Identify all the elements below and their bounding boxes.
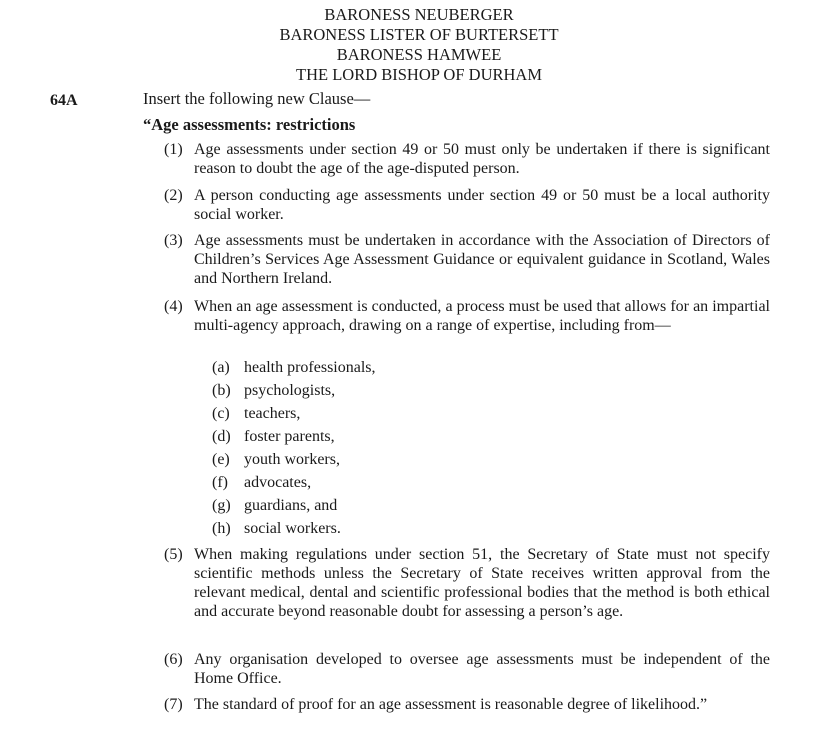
subsection-5 bbox=[164, 545, 770, 621]
paragraph-c bbox=[212, 404, 300, 423]
paragraph-d bbox=[212, 427, 335, 446]
subsection-2 bbox=[164, 186, 770, 224]
subsection-7 bbox=[164, 695, 770, 714]
paragraph-h bbox=[212, 519, 341, 538]
paragraph-number: (c) bbox=[212, 405, 230, 422]
subsection-3 bbox=[164, 231, 770, 288]
subsection-4 bbox=[164, 297, 770, 335]
subsection-number: (1) bbox=[164, 141, 183, 158]
subsection-text: Age assessments must be undertaken in accordance with the Association of Directors of Children’s Services Age Assessment Guidance or equivalent guidance in Scotland, Wales and Northern Ireland. bbox=[194, 232, 770, 287]
subsection-number: (2) bbox=[164, 187, 183, 204]
paragraph-number: (h) bbox=[212, 520, 231, 537]
paragraph-text: social workers. bbox=[244, 520, 341, 537]
paragraph-number: (b) bbox=[212, 382, 231, 399]
subsection-text: When making regulations under section 51, the Secretary of State must not specify scientific methods unless the Secretary of State receives written approval from the relevant medical, dental and scientific professional bodies that the method is both ethical and accurate beyond reasonable doubt for assessing a person’s age. bbox=[194, 546, 770, 620]
paragraph-e bbox=[212, 450, 340, 469]
subsection-number: (3) bbox=[164, 232, 183, 249]
paragraph-number: (g) bbox=[212, 497, 231, 514]
subsection-text: When an age assessment is conducted, a process must be used that allows for an impartial multi-agency approach, drawing on a range of expertise, including from— bbox=[194, 298, 770, 334]
paragraph-text: guardians, and bbox=[244, 497, 338, 514]
sponsor-name: THE LORD BISHOP OF DURHAM bbox=[296, 65, 542, 84]
subsection-6 bbox=[164, 650, 770, 688]
subsection-number: (4) bbox=[164, 298, 183, 315]
sponsor-name: BARONESS HAMWEE bbox=[336, 45, 502, 64]
paragraph-number: (d) bbox=[212, 428, 231, 445]
paragraph-number: (a) bbox=[212, 359, 230, 376]
clause-title: “Age assessments: restrictions bbox=[143, 115, 356, 134]
subsection-number: (7) bbox=[164, 696, 183, 713]
paragraph-text: psychologists, bbox=[244, 382, 336, 399]
paragraph-b bbox=[212, 381, 335, 400]
amendment-instruction: Insert the following new Clause— bbox=[143, 89, 371, 108]
paragraph-f bbox=[212, 473, 311, 492]
amendment-number: 64A bbox=[50, 92, 78, 109]
paragraph-number: (f) bbox=[212, 474, 228, 491]
subsection-number: (5) bbox=[164, 546, 183, 563]
paragraph-text: youth workers, bbox=[244, 451, 340, 468]
subsection-text: The standard of proof for an age assessment is reasonable degree of likelihood.” bbox=[194, 696, 708, 713]
paragraph-number: (e) bbox=[212, 451, 230, 468]
paragraph-text: advocates, bbox=[244, 474, 312, 491]
subsection-1 bbox=[164, 140, 770, 178]
paragraph-text: teachers, bbox=[244, 405, 301, 422]
paragraph-text: health professionals, bbox=[244, 359, 376, 376]
subsection-text: Age assessments under section 49 or 50 must only be undertaken if there is significant reason to doubt the age of the age-disputed person. bbox=[194, 141, 770, 177]
paragraph-text: foster parents, bbox=[244, 428, 335, 445]
paragraph-g bbox=[212, 496, 337, 515]
sponsor-name: BARONESS LISTER OF BURTERSETT bbox=[279, 25, 559, 44]
sponsor-list bbox=[0, 5, 838, 85]
subsection-number: (6) bbox=[164, 651, 183, 668]
sponsor-name: BARONESS NEUBERGER bbox=[324, 5, 514, 24]
paragraph-a bbox=[212, 358, 376, 377]
subsection-text: Any organisation developed to oversee age assessments must be independent of the Home Office. bbox=[194, 651, 770, 687]
subsection-text: A person conducting age assessments under section 49 or 50 must be a local authority social worker. bbox=[194, 187, 770, 223]
